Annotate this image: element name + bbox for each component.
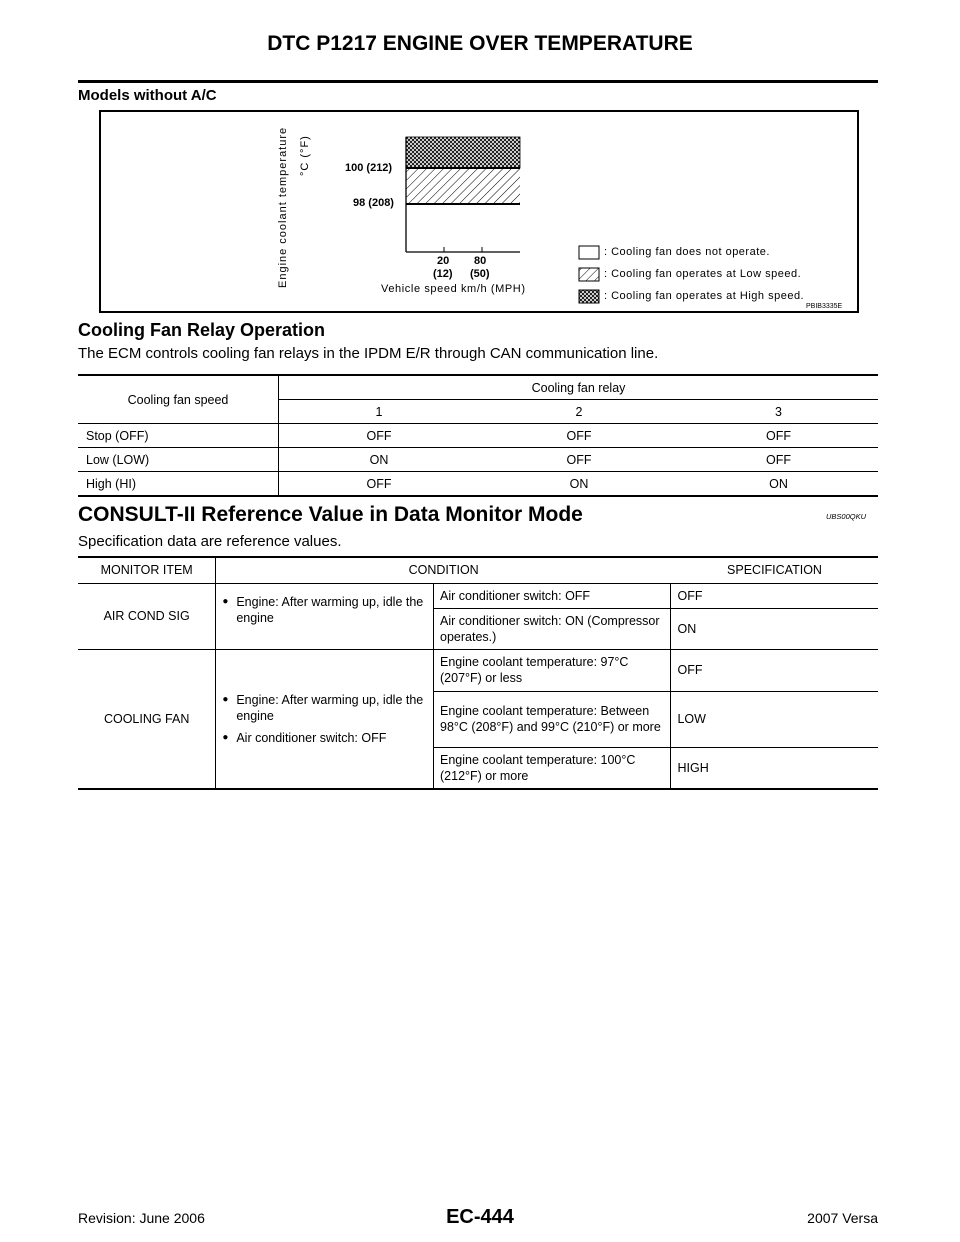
condition-bullet: ● Engine: After warming up, idle the engine	[222, 594, 427, 626]
speed-cell: Low (LOW)	[78, 448, 279, 472]
consult-code: UBS00QKU	[826, 512, 867, 521]
header-monitor-item: MONITOR ITEM	[78, 557, 216, 583]
legend-box-high	[579, 290, 599, 303]
consult-text: Specification data are reference values.	[78, 533, 342, 550]
speed-cell: Stop (OFF)	[78, 424, 279, 448]
cooling-fan-spec: LOW	[671, 691, 878, 747]
fan-operation-chart	[101, 112, 857, 311]
cooling-fan-condition	[216, 649, 434, 789]
relay2-cell: OFF	[479, 424, 679, 448]
y-axis-label: Engine coolant temperature	[277, 126, 289, 288]
monitor-item-air-cond: AIR COND SIG	[78, 583, 216, 649]
relay3-cell: ON	[679, 472, 878, 497]
relay-table	[78, 374, 878, 497]
condition-bullet: ● Engine: After warming up, idle the engine	[222, 692, 427, 724]
footer-model: 2007 Versa	[807, 1210, 878, 1226]
footer-page-number: EC-444	[446, 1206, 514, 1228]
x-axis-label: Vehicle speed km/h (MPH)	[381, 283, 526, 295]
relay3-cell: OFF	[679, 448, 878, 472]
table-row	[78, 448, 878, 472]
y-tick-98: 98 (208)	[353, 197, 394, 209]
high-speed-band	[406, 137, 520, 168]
relay-text: The ECM controls cooling fan relays in the IPDM E/R through CAN communication line.	[78, 345, 659, 362]
header-rule	[78, 80, 878, 83]
table-row	[78, 424, 878, 448]
header-relay-1: 1	[279, 400, 480, 424]
y-axis-unit: °C (°F)	[299, 135, 311, 176]
cooling-fan-spec: HIGH	[671, 747, 878, 789]
legend-box-low	[579, 268, 599, 281]
condition-bullet: ● Air conditioner switch: OFF	[222, 730, 427, 746]
speed-cell: High (HI)	[78, 472, 279, 497]
legend-box-off	[579, 246, 599, 259]
models-heading: Models without A/C	[78, 87, 217, 104]
header-relay-2: 2	[479, 400, 679, 424]
relay2-cell: ON	[479, 472, 679, 497]
table-row	[78, 649, 878, 691]
relay1-cell: OFF	[279, 424, 480, 448]
header-condition: CONDITION	[216, 557, 671, 583]
relay3-cell: OFF	[679, 424, 878, 448]
header-cooling-fan-speed: Cooling fan speed	[78, 375, 279, 424]
x-tick-12: (12)	[433, 268, 453, 280]
relay1-cell: ON	[279, 448, 480, 472]
air-cond-spec: OFF	[671, 583, 878, 608]
cooling-fan-sub-cond: Engine coolant temperature: 100°C (212°F) or more	[434, 747, 671, 789]
y-tick-100: 100 (212)	[345, 162, 393, 174]
air-cond-sub-cond: Air conditioner switch: ON (Compressor operates.)	[434, 608, 671, 649]
air-cond-sub-cond: Air conditioner switch: OFF	[434, 583, 671, 608]
figure-id: PBIB3335E	[806, 303, 843, 310]
header-relay-3: 3	[679, 400, 878, 424]
legend-off-label: : Cooling fan does not operate.	[604, 246, 770, 258]
footer-revision: Revision: June 2006	[78, 1210, 205, 1226]
consult-heading: CONSULT-II Reference Value in Data Monitor Mode	[78, 503, 583, 526]
x-tick-80: 80	[474, 255, 487, 267]
legend-high-label: : Cooling fan operates at High speed.	[604, 290, 805, 302]
air-cond-spec: ON	[671, 608, 878, 649]
monitor-item-cooling-fan: COOLING FAN	[78, 649, 216, 789]
relay-heading: Cooling Fan Relay Operation	[78, 320, 326, 340]
table-row	[78, 472, 878, 497]
table-row	[78, 583, 878, 608]
page-title: DTC P1217 ENGINE OVER TEMPERATURE	[267, 32, 693, 55]
monitor-table	[78, 556, 878, 790]
x-tick-20: 20	[437, 255, 450, 267]
air-cond-condition	[216, 583, 434, 649]
x-tick-50: (50)	[470, 268, 490, 280]
cooling-fan-sub-cond: Engine coolant temperature: 97°C (207°F) or less	[434, 649, 671, 691]
relay1-cell: OFF	[279, 472, 480, 497]
cooling-fan-figure	[99, 110, 859, 313]
cooling-fan-sub-cond: Engine coolant temperature: Between 98°C (208°F) and 99°C (210°F) or more	[434, 691, 671, 747]
cooling-fan-spec: OFF	[671, 649, 878, 691]
low-speed-band	[406, 168, 520, 204]
header-specification: SPECIFICATION	[671, 557, 878, 583]
relay2-cell: OFF	[479, 448, 679, 472]
header-cooling-fan-relay: Cooling fan relay	[279, 375, 879, 400]
legend-low-label: : Cooling fan operates at Low speed.	[604, 268, 802, 280]
